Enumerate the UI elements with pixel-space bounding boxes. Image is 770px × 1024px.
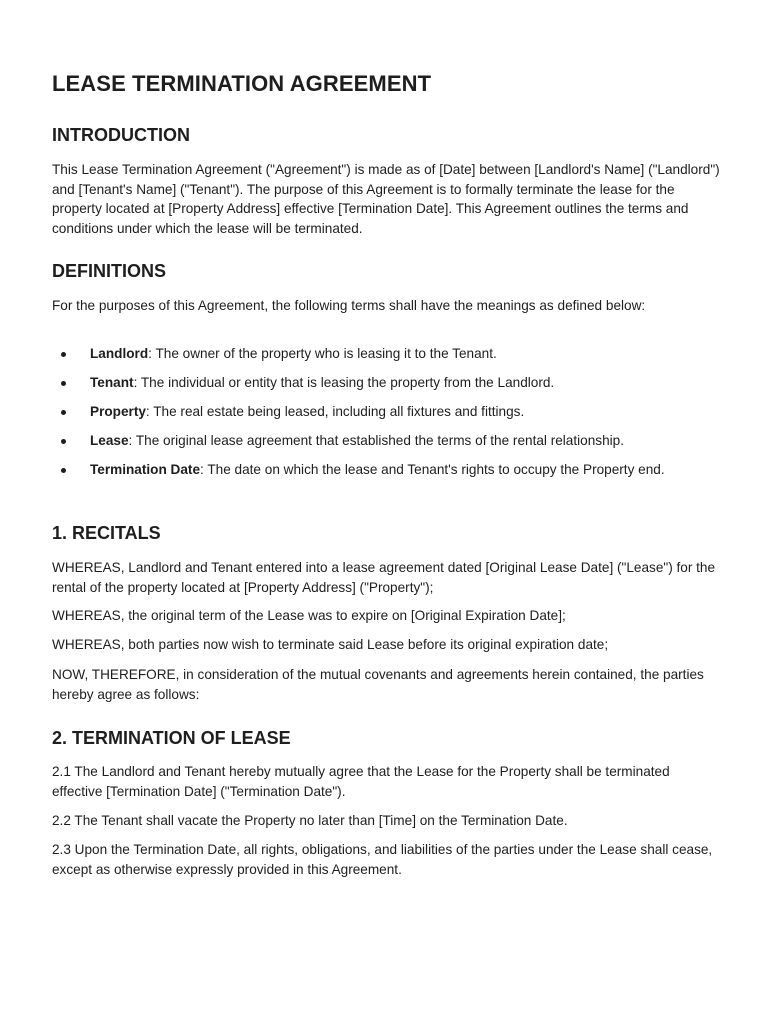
list-item — [52, 402, 722, 422]
list-item — [52, 460, 722, 480]
recital-paragraph: NOW, THEREFORE, in consideration of the mutual covenants and agreements herein contained, the parties hereby agree as follows: — [52, 667, 704, 702]
definitions-heading: DEFINITIONS — [52, 261, 167, 281]
definitions-intro: For the purposes of this Agreement, the following terms shall have the meanings as defined below: — [52, 298, 646, 313]
definition-text: : The owner of the property who is leasing it to the Tenant. — [148, 346, 497, 361]
recital-paragraph: WHEREAS, both parties now wish to terminate said Lease before its original expiration date; — [52, 637, 609, 652]
document-title: LEASE TERMINATION AGREEMENT — [52, 71, 432, 96]
bullet-icon — [61, 352, 66, 357]
termination-paragraph: 2.3 Upon the Termination Date, all rights, obligations, and liabilities of the parties under the Lease shall cease, except as otherwise expressly provided in this Agreement. — [52, 842, 713, 877]
recitals-heading: 1. RECITALS — [52, 523, 161, 543]
list-item — [52, 431, 722, 451]
definition-text: : The real estate being leased, including all fixtures and fittings. — [145, 404, 525, 419]
bullet-icon — [61, 410, 66, 415]
definition-term: Tenant — [90, 375, 134, 390]
definition-text: : The individual or entity that is leasing the property from the Landlord. — [133, 375, 555, 390]
list-item — [52, 373, 722, 393]
termination-paragraph: 2.1 The Landlord and Tenant hereby mutually agree that the Lease for the Property shall be terminated effective [Termination Date] ("Termination Date"). — [52, 764, 670, 799]
definition-term: Lease — [90, 433, 129, 448]
definition-text: : The original lease agreement that established the terms of the rental relationship. — [128, 433, 625, 448]
bullet-icon — [61, 439, 66, 444]
introduction-heading: INTRODUCTION — [52, 125, 190, 145]
bullet-icon — [61, 468, 66, 473]
definition-text: : The date on which the lease and Tenant's rights to occupy the Property end. — [200, 462, 665, 477]
termination-heading: 2. TERMINATION OF LEASE — [52, 728, 291, 748]
recital-paragraph: WHEREAS, Landlord and Tenant entered into a lease agreement dated [Original Lease Date] ("Lease") for the rental of the property located at [Property Address] ("Property"); — [52, 560, 716, 595]
recital-paragraph: WHEREAS, the original term of the Lease was to expire on [Original Expiration Date]; — [52, 608, 566, 623]
definition-term: Termination Date — [90, 462, 201, 477]
termination-paragraph: 2.2 The Tenant shall vacate the Property no later than [Time] on the Termination Date. — [52, 813, 568, 828]
definition-term: Property — [90, 404, 146, 419]
list-item — [52, 344, 722, 364]
definitions-list — [52, 344, 722, 489]
introduction-paragraph: This Lease Termination Agreement ("Agreement") is made as of [Date] between [Landlord's Name] ("Landlord") and [Tenant's Name] ("Tenant"). The purpose of this Agreement is to formally terminate the lease for the property located at [Property Address] effective [Termination Date]. This Agreement outlines the terms and conditions under which the lease will be terminated. — [52, 162, 720, 236]
definition-term: Landlord — [90, 346, 149, 361]
bullet-icon — [61, 381, 66, 386]
